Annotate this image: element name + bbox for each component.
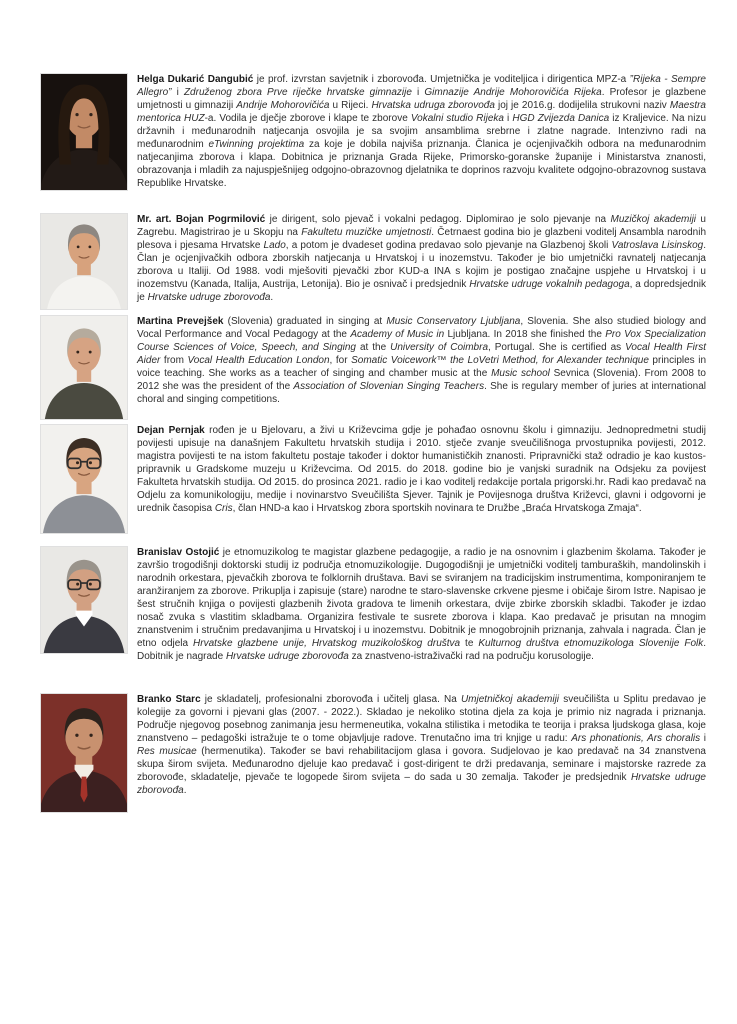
bio-segment: Vatroslava Lisinskog <box>611 240 704 251</box>
person-name: Branislav Ostojić <box>137 547 220 558</box>
helga-dukaric-dangubic-portrait <box>40 73 128 191</box>
person-name: Helga Dukarić Dangubić <box>137 74 254 85</box>
bio-segment: i <box>411 87 425 98</box>
bio-segment: , a dopredsjednik je <box>137 279 706 303</box>
bio-segment: Ljubljana. In 2018 she finished the <box>444 329 606 340</box>
bio-segment: . <box>270 292 274 303</box>
bio-segment: Združenog zbora Prve riječke hrvatske gimnazije <box>183 87 412 98</box>
bio-segment: ”Rijeka - Sempre Allegro” <box>137 74 706 98</box>
dejan-pernjak-portrait <box>40 424 128 534</box>
bio-segment: Maestra mentorica HUZ <box>137 100 706 124</box>
bio-segment: Music school <box>491 368 550 379</box>
bio-segment: Pro Vox Specialization Course Sciences of Voice, Speech, and Singing <box>137 329 706 353</box>
bio-segment: iz Kraljevice. Na nizu državnih i međunarodnih natjecanja osvojila je sa svojim ansamblima srebrne i zlatne nagrade. Intenzivno radi na međunarodnim <box>137 113 707 150</box>
bio-segment: Hrvatske udruge zborovođa <box>137 772 706 796</box>
bio-segment: , član HND-a kao i Hrvatskog zbora sportskih novinara te Družbe „Braća Hrvatskoga Zmaja“. <box>232 503 642 514</box>
bio-segment: principles in voice teaching. She works as a teacher of singing and chamber music at the <box>137 355 707 379</box>
bio-segment: i <box>503 113 513 124</box>
bio-text <box>137 693 706 797</box>
bio-segment: Hrvatska udruga zborovođa <box>371 100 495 111</box>
bio-segment: . Dobitnik je nagrade <box>137 638 707 662</box>
bio-segment: , a potom je dvadeset godina predavao solo pjevanje na Glazbenoj školi <box>285 240 612 251</box>
person-row <box>40 213 706 310</box>
bio-segment: u Zagrebu. Magistrirao je u Skopju na <box>137 214 706 238</box>
bio-text <box>137 73 706 190</box>
bio-segment: Sevnica (Slovenia). From 2008 to 2012 she was the president of the <box>137 368 706 392</box>
bio-text <box>137 315 706 406</box>
bio-segment: i <box>700 733 707 744</box>
person-row <box>40 546 706 663</box>
bio-segment: Vocal Health First Aider <box>137 342 706 366</box>
branko-starc-portrait <box>40 693 128 813</box>
person-row <box>40 424 706 534</box>
bio-segment: Academy of Music in <box>350 329 445 340</box>
bio-segment: je skladatelj, profesionalni zborovođa i učitelj glasa. Na <box>200 694 461 705</box>
bio-segment: . Profesor je glazbene umjetnosti u gimnaziji <box>137 87 707 111</box>
bio-segment: i <box>171 87 184 98</box>
bio-segment: za koje je dobila najviša priznanja. Članica je ocjenjivačkih odbora na međunarodnim natjecanjima zborova i klapa. Dobitnica je priznanja Grada Rijeke, Primorsko-goranske županije i Ministarstva znanosti, obrazovanja i mladih za najuspješnijeg odgojno-obrazovnog djelatnika te doprinos razvoju kvalitete odgojno-obrazovnog sustava Republike Hrvatske. <box>137 139 707 189</box>
bio-segment: je etnomuzikolog te magistar glazbene pedagogije, a radio je na osnovnim i glazbenim školama. Također je završio trogodišnji doktorski studij iz područja etnomuzikologije. Dugogodišnji je umjetnički voditelj tamburaških, mandolinskih i narodnih orkestara, pjevačkih zborova te folklornih društava. Bavi se sviranjem na tradicijskim instrumentima, komponiranjem te aranžiranjem za zborove. Prikuplja i zapisuje (stare) narodne te staro-slavenske crkvene pjesme i običaje širom Istre. Napisao je šest stručnih knjiga o povijesti glazbenih života gradova te limenih orkestara, dvije zbirke zborskih skladbi. Također je izdao nosač zvuka s vlastitim skladbama. Organizira festivale te susrete zborova i klapa. Kao predavač je prisutan na mnogim znanstvenim i stručnim predavanjima u Hrvatskoj i u inozemstvu. Dobitnik je mnogobrojnih priznanja, zahvala i nagrada. Član je etno odjela <box>137 547 706 649</box>
people-list <box>40 73 706 813</box>
bio-segment: Gimnazije Andrije Mohorovičića Rijeka <box>424 87 602 98</box>
bio-segment: Cris <box>214 503 233 514</box>
bio-segment: Andrije Mohorovičića <box>236 100 330 111</box>
bio-text <box>137 424 706 515</box>
bio-segment: University of Coimbra <box>390 342 489 353</box>
person-row <box>40 693 706 813</box>
martina-prevejsek-portrait <box>40 315 128 420</box>
bio-segment: Vocal Health Education London <box>187 355 330 366</box>
bio-segment: Umjetničkoj akademiji <box>460 694 560 705</box>
person-row <box>40 315 706 420</box>
person-name: Branko Starc <box>137 694 201 705</box>
bio-segment: -a. Vodila je dječje zborove i klape te zborove <box>204 113 411 124</box>
bio-segment: Hrvatske glazbene unije, Hrvatskog muzikološkog društva <box>193 638 461 649</box>
bio-segment: Kulturnog društva etnomuzikologa Slovenije Folk <box>478 638 704 649</box>
bio-segment: , Slovenia. She also studied biology and Vocal Performance and Vocal Pedagogy at the <box>137 316 707 340</box>
bio-segment: Hrvatske udruge zborovođa <box>225 651 349 662</box>
bio-segment: te <box>460 638 479 649</box>
bio-segment: Hrvatske udruge vokalnih pedagoga <box>469 279 630 290</box>
bio-text <box>137 213 706 304</box>
bio-segment: Fakultetu muzičke umjetnosti <box>301 227 432 238</box>
bio-segment: (Slovenia) graduated in singing at <box>223 316 387 327</box>
bio-segment: za znastveno-istraživački rad na području korusologije. <box>348 651 594 662</box>
bio-segment: u Rijeci. <box>329 100 372 111</box>
bio-segment: rođen je u Bjelovaru, a živi u Križevcima gdje je pohađao osnovnu školu i gimnaziju. Jednopredmetni studij povijesti upisuje na današnjem Fakultetu hrvatskih studija i 2010. stječe zvanje sveučilišnoga prvostupnika povijesti, 2012. magistra povijesti te na istom fakultetu postaje također i doktor humanističkih znanosti. Pripravnički staž odradio je kao kustos-pripravnik u Gradskome muzeju u Križevcima. Od 2015. do 2018. godine bio je vanjski suradnik na Odsjeku za povijest Fakulteta hrvatskih studija. Od 2015. do prosinca 2021. radio je i kao voditelj redakcije portala prigorski.hr. Radi kao predavač na Odjelu za komunikologiju, medije i novinarstvo Sveučilišta Sjever. Tajnik je Povijesnoga društva Križevci, glavni i odgovorni je urednik časopisa <box>137 425 706 514</box>
person-row <box>40 73 706 191</box>
bio-segment: je prof. izvrstan savjetnik i zborovođa. Umjetnička je voditeljica i dirigentica MPZ-a <box>253 74 630 85</box>
bio-segment: Hrvatske udruge zborovođa <box>147 292 271 303</box>
bio-segment: , for <box>329 355 352 366</box>
bio-segment: joj je 2016.g. dodijelila strukovni naziv <box>494 100 670 111</box>
bio-segment: je dirigent, solo pjevač i vokalni pedagog. Diplomirao je solo pjevanje na <box>265 214 611 225</box>
bio-segment: Lado <box>263 240 286 251</box>
branislav-ostojic-portrait <box>40 546 128 654</box>
bio-segment: sveučilišta u Splitu predavao je kolegije za govorni i pjevani glas (2007. - 2022.). Skladao je nekoliko stotina djela za koja je primio niz nagrada i priznanja. Područje njegovog posebnog zanimanja jesu hermeneutika, vokalna stilistika i metodika te teorija i praksa ljudskoga glasa, koje znanstveno – pedagoški istražuje te o tome objavljuje radove. Trenutačno ima tri knjige u radu: <box>137 694 706 744</box>
bio-segment: . She is regulary member of juries at international choral and singing competitions. <box>137 381 706 405</box>
bio-segment: Music Conservatory Ljubljana <box>386 316 521 327</box>
bio-segment: . Četrnaest godina bio je glazbeni voditelj Ansambla narodnih plesova i pjesama Hrvatske <box>137 227 707 251</box>
bio-segment: from <box>160 355 188 366</box>
person-name: Mr. art. Bojan Pogrmilović <box>137 214 266 225</box>
bio-segment: eTwinning projektima <box>208 139 305 150</box>
person-name: Martina Prevejšek <box>137 316 224 327</box>
bio-segment: Vokalni studio Rijeka <box>410 113 504 124</box>
bojan-pogrmilovic-portrait <box>40 213 128 310</box>
bio-segment: , Portugal. She is certified as <box>488 342 626 353</box>
bio-segment: Muzičkoj akademiji <box>610 214 697 225</box>
bio-segment: Association of Slovenian Singing Teachers <box>293 381 485 392</box>
bio-segment: Somatic Voicework™ the LoVetri Method, for Alexander technique <box>351 355 649 366</box>
bio-segment: . <box>183 785 187 796</box>
bio-segment: . Član je ocjenjivačkih odbora zborskih natjecanja u Hrvatskoj i u inozemstvu. Također je bio umjetnički ravnatelj natjecanja zborova u Italiji. Od 1988. vodi mješoviti pjevački zbor KUD-a INA s kojim je postigao značajne uspjehe u Hrvatskoj i u inozemstvu (Kanada, Italija, Austrija, Letonija). Bio je osnivač i predsjednik <box>137 240 707 290</box>
bio-segment: Res musicae <box>137 746 197 757</box>
bio-text <box>137 546 706 663</box>
bio-segment: (hermenutika). Također se bavi rehabilitacijom glasa i govora. Sudjelovao je kao predavač na 34 znanstvena skupa širom svijeta. Međunarodno djeluje kao predavač i gost-dirigent te drži predavanja, seminare i majstorske razrede za zborovođe, skladatelje, pjevače te logopede širom svijeta – do sada u 30 zemalja. Također je predsjednik <box>137 746 706 783</box>
bio-segment: HGD Zvijezda Danica <box>512 113 610 124</box>
bio-segment: at the <box>356 342 391 353</box>
bio-segment: Ars phonationis, Ars choralis <box>571 733 701 744</box>
person-name: Dejan Pernjak <box>137 425 205 436</box>
